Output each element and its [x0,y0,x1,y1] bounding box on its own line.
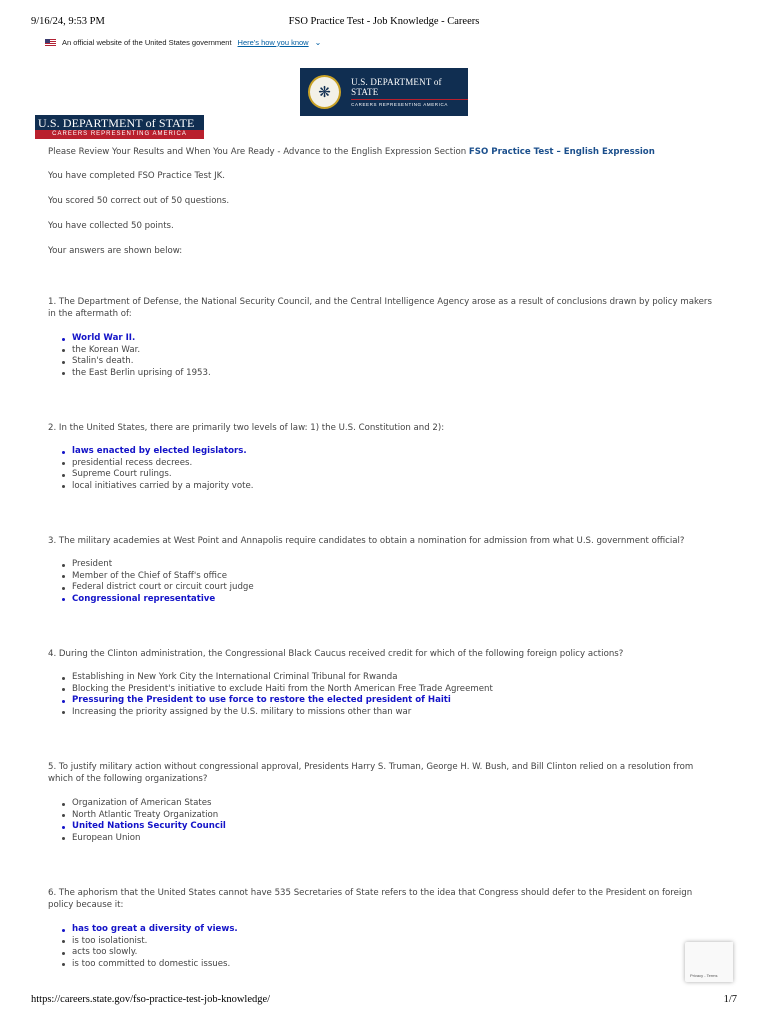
question-6-options [62,924,702,970]
question-5-text: 5. To justify military action without congressional approval, Presidents Harry S. Truman, George H. W. Bush, and Bill Clinton relied on a resolution from which of the following organizations? [48,762,694,784]
question-4-text: 4. During the Clinton administration, the Congressional Black Caucus received credit for which of the following foreign policy actions? [48,649,624,659]
question-1-text: 1. The Department of Defense, the National Security Council, and the Central Intelligence Agency arose as a result of conclusions drawn by policy makers in the aftermath of: [48,297,712,319]
question-2-options [62,446,702,492]
careers-logo-tagline: CAREERS REPRESENTING AMERICA [35,130,204,139]
answer-option: Stalin's death. [62,356,702,368]
print-header [31,16,737,30]
print-url: https://careers.state.gov/fso-practice-test-job-knowledge/ [31,994,271,1005]
english-expression-link[interactable]: FSO Practice Test – English Expression [468,147,655,157]
careers-logo-title: U.S. DEPARTMENT of STATE [38,116,195,130]
answer-option: Member of the Chief of Staff's office [62,571,702,583]
careers-logo[interactable] [35,115,204,139]
print-footer [31,994,737,1008]
logo-title: U.S. DEPARTMENT of STATE [351,77,442,97]
answer-option: Blocking the President's initiative to exclude Haiti from the North American Free Trade Agreement [62,684,702,696]
answer-option: is too committed to domestic issues. [62,959,702,971]
review-instructions [48,146,720,158]
state-seal-icon: ❋ [308,75,341,109]
answer-option: presidential recess decrees. [62,458,702,470]
chevron-down-icon[interactable]: ⌄ [314,37,322,47]
answer-option: World War II. [62,333,702,345]
review-text: Please Review Your Results and When You Are Ready - Advance to the English Expression Section [48,147,467,157]
recaptcha-badge[interactable] [685,942,733,982]
print-datetime: 9/16/24, 9:53 PM [31,16,105,27]
answer-option: Federal district court or circuit court judge [62,582,702,594]
recaptcha-terms[interactable]: Privacy - Terms [690,973,718,978]
print-page-number: 1/7 [723,994,737,1005]
answer-option: acts too slowly. [62,947,702,959]
answer-option: President [62,559,702,571]
answer-option: is too isolationist. [62,936,702,948]
gov-banner [45,36,321,48]
heres-how-you-know-link[interactable]: Here's how you know [237,37,309,47]
us-flag-icon [45,39,56,46]
answer-option: the Korean War. [62,345,702,357]
gov-banner-text: An official website of the United States government [62,37,232,47]
print-page-title: FSO Practice Test - Job Knowledge - Careers [288,16,480,27]
logo-tagline: CAREERS REPRESENTING AMERICA [351,99,468,107]
score-text: You scored 50 correct out of 50 questions. [48,196,230,206]
answer-option: laws enacted by elected legislators. [62,446,702,458]
answer-option: European Union [62,833,702,845]
answer-option: Congressional representative [62,594,702,606]
question-2-text: 2. In the United States, there are primarily two levels of law: 1) the U.S. Constitution and 2): [48,423,445,433]
question-3-text: 3. The military academies at West Point and Annapolis require candidates to obtain a nomination for admission from what U.S. government official? [48,536,685,546]
answer-option: United Nations Security Council [62,821,702,833]
completed-text: You have completed FSO Practice Test JK. [48,171,226,181]
answers-label: Your answers are shown below: [48,246,183,256]
answer-option: has too great a diversity of views. [62,924,702,936]
answer-option: Organization of American States [62,798,702,810]
question-5-options [62,798,702,844]
answer-option: Supreme Court rulings. [62,469,702,481]
answer-option: Increasing the priority assigned by the U.S. military to missions other than war [62,707,702,719]
answer-option: local initiatives carried by a majority vote. [62,481,702,493]
answer-option: Establishing in New York City the International Criminal Tribunal for Rwanda [62,672,702,684]
answer-option: Pressuring the President to use force to restore the elected president of Haiti [62,695,702,707]
question-3-options [62,559,702,605]
points-text: You have collected 50 points. [48,221,174,231]
question-1-options [62,333,702,379]
state-department-logo[interactable] [300,68,468,116]
question-4-options [62,672,702,718]
question-6-text: 6. The aphorism that the United States cannot have 535 Secretaries of State refers to the idea that Congress should defer to the President on foreign policy because it: [48,888,693,910]
answer-option: North Atlantic Treaty Organization [62,810,702,822]
answer-option: the East Berlin uprising of 1953. [62,368,702,380]
